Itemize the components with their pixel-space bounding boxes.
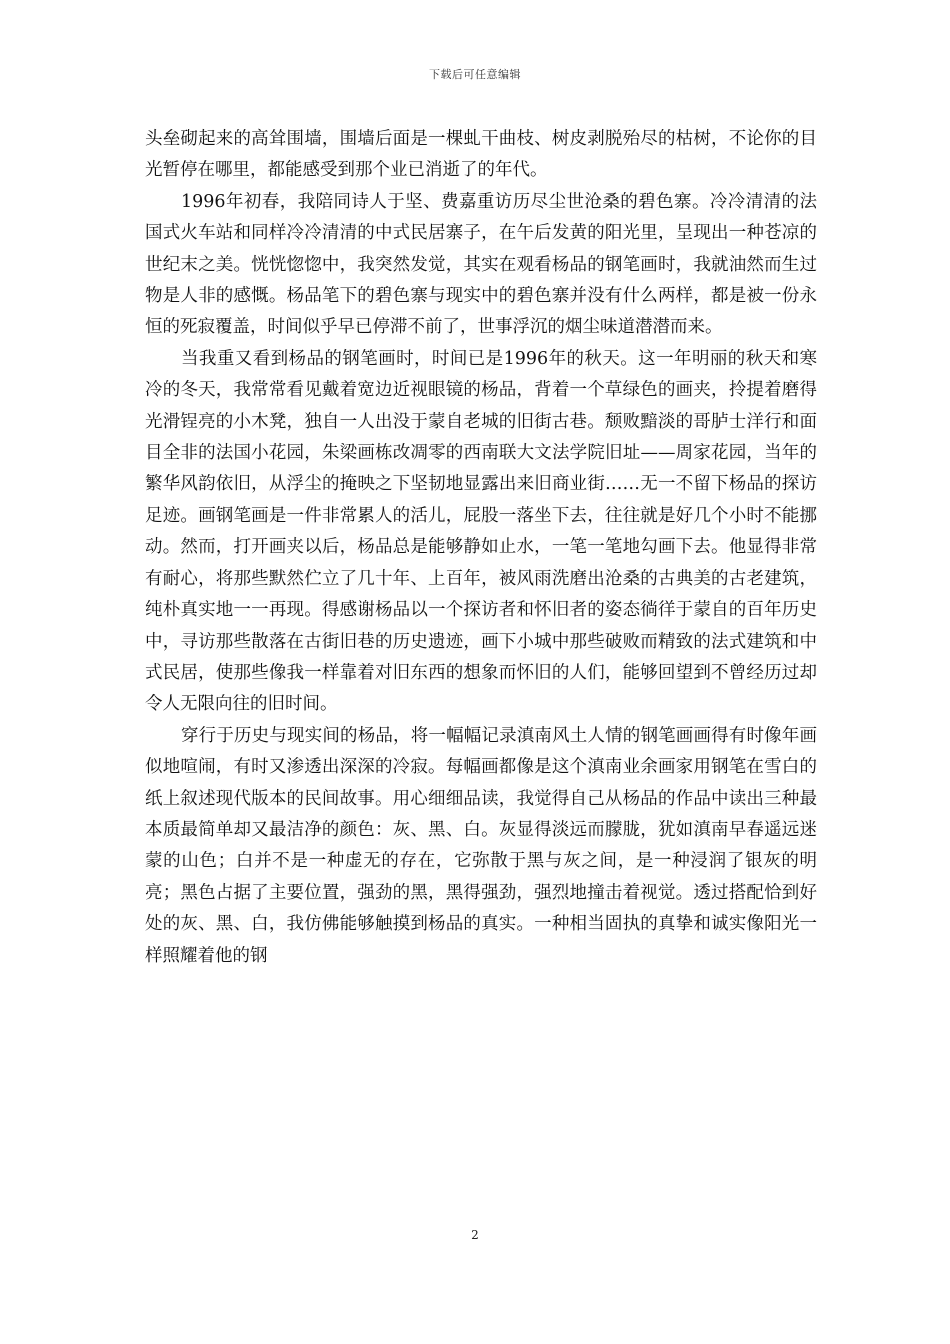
paragraph-colors: 穿行于历史与现实间的杨品，将一幅幅记录滇南风土人情的钢笔画画得有时像年画似地喧闹，有时又渗透出深深的冷寂。每幅画都像是这个滇南业余画家用钢笔在雪白的纸上叙述现代版本的民间故事。用心细细品读，我觉得自己从杨品的作品中读出三种最本质最简单却又最洁净的颜色：灰、黑、白。灰显得淡远而朦胧，犹如滇南早春遥远迷蒙的山色；白并不是一种虚无的存在，它弥散于黑与灰之间，是一种浸润了银灰的明亮；黑色占据了主要位置，强劲的黑，黑得强劲，强烈地撞击着视觉。透过搭配恰到好处的灰、黑、白，我仿佛能够触摸到杨品的真实。一种相当固执的真挚和诚实像阳光一样照耀着他的钢 [145, 725, 817, 966]
page-header: 下载后可任意编辑 [429, 68, 521, 81]
paragraph-continuation: 头垒砌起来的高耸围墙，围墙后面是一棵虬干曲枝、树皮剥脱殆尽的枯树，不论你的目光暂停在哪里，都能感受到那个业已消逝了的年代。 [145, 129, 817, 181]
paragraph-autumn-1996: 当我重又看到杨品的钢笔画时，时间已是1996年的秋天。这一年明丽的秋天和寒冷的冬天，我常常看见戴着宽边近视眼镜的杨品，背着一个草绿色的画夹，拎提着磨得光滑锃亮的小木凳，独自一人出没于蒙自老城的旧街古巷。颓败黯淡的哥胪士洋行和面目全非的法国小花园，朱梁画栋改凋零的西南联大文法学院旧址——周家花园，当年的繁华风韵依旧，从浮尘的掩映之下坚韧地显露出来旧商业街……无一不留下杨品的探访足迹。画钢笔画是一件非常累人的活儿，屁股一落坐下去，往往就是好几个小时不能挪动。然而，打开画夹以后，杨品总是能够静如止水，一笔一笔地勾画下去。他显得非常有耐心，将那些默然伫立了几十年、上百年，被风雨洗磨出沧桑的古典美的古老建筑，纯朴真实地一一再现。得感谢杨品以一个探访者和怀旧者的姿态徜徉于蒙自的百年历史中，寻访那些散落在古街旧巷的历史遗迹，画下小城中那些破败而精致的法式建筑和中式民居，使那些像我一样靠着对旧东西的想象而怀旧的人们，能够回望到不曾经历过却令人无限向往的旧时间。 [145, 348, 817, 715]
paragraph-bisezhai: 1996年初春，我陪同诗人于坚、费嘉重访历尽尘世沧桑的碧色寨。冷冷清清的法国式火车站和同样冷冷清清的中式民居寨子，在午后发黄的阳光里，呈现出一种苍凉的世纪末之美。恍恍惚惚中，我突然发觉，其实在观看杨品的钢笔画时，我就油然而生过物是人非的感慨。杨品笔下的碧色寨与现实中的碧色寨并没有什么两样，都是被一份永恒的死寂覆盖，时间似乎早已停滞不前了，世事浮沉的烟尘味道潜潜而来。 [145, 191, 817, 338]
page-number: 2 [471, 1228, 479, 1242]
document-body [145, 124, 817, 972]
